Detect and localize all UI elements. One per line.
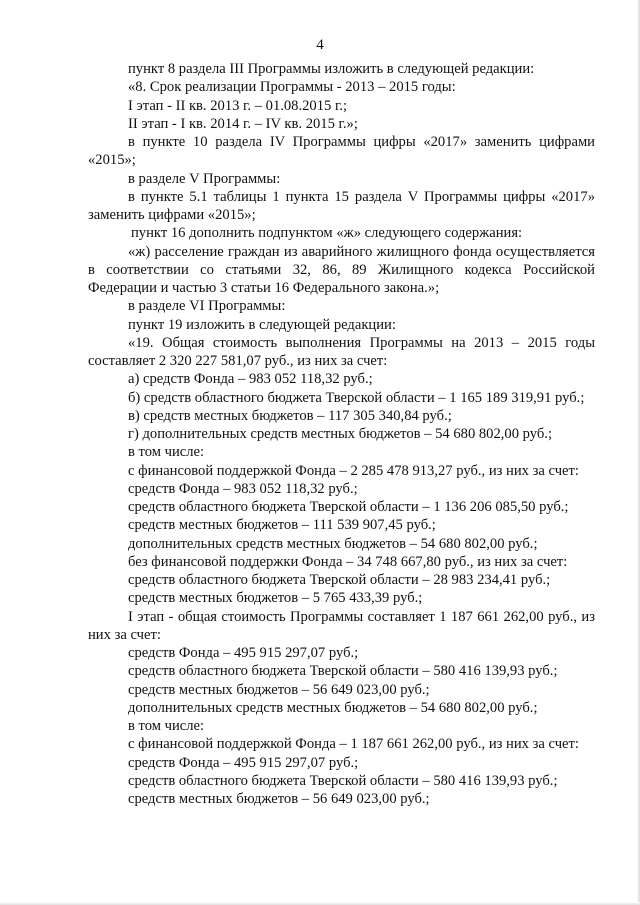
paragraph: «19. Общая стоимость выполнения Программы на 2013 – 2015 годы составляет 2 320 227 581,07 руб., из них за счет: <box>88 334 595 369</box>
document-body <box>88 60 595 808</box>
paragraph-line: в том числе: <box>128 444 205 461</box>
paragraph-line: средств Фонда – 495 915 297,07 руб.; <box>128 645 359 661</box>
paragraph-line: I этап - II кв. 2013 г. – 01.08.2015 г.; <box>128 97 348 114</box>
paragraph-line: средств Фонда – 495 915 297,07 руб.; <box>128 754 359 771</box>
paragraph: с финансовой поддержкой Фонда – 1 187 661 262,00 руб., из них за счет: <box>128 736 579 753</box>
paragraph-line: II этап - I кв. 2014 г. – IV кв. 2015 г.»; <box>128 115 358 132</box>
paragraph-line: г) дополнительных средств местных бюджетов – 54 680 802,00 руб.; <box>128 426 553 442</box>
paragraph: в пункте 10 раздела IV Программы цифры «2017» заменить цифрами «2015»; <box>88 134 595 169</box>
paragraph: «ж) расселение граждан из аварийного жилищного фонда осуществляется в соответствии со статьями 32, 86, 89 Жилищного кодекса Российской Федерации и частью 3 статьи 16 Федерального закона.»; <box>88 243 595 296</box>
paragraph-line: средств местных бюджетов – 5 765 433,39 руб.; <box>128 590 423 607</box>
paragraph-line: средств местных бюджетов – 56 649 023,00 руб.; <box>128 681 430 698</box>
paragraph-line: дополнительных средств местных бюджетов – 54 680 802,00 руб.; <box>128 699 538 716</box>
paragraph-line: средств местных бюджетов – 56 649 023,00 руб.; <box>128 791 430 807</box>
paragraph-line: пункт 16 дополнить подпунктом «ж» следующего содержания: <box>131 225 523 242</box>
paragraph: с финансовой поддержкой Фонда – 2 285 478 913,27 руб., из них за счет: <box>128 462 579 479</box>
paragraph-line: в разделе V Программы: <box>128 170 281 187</box>
paragraph: в пункте 5.1 таблицы 1 пункта 15 раздела V Программы цифры «2017» заменить цифрами «2015»; <box>88 188 595 223</box>
paragraph-line: в) средств местных бюджетов – 117 305 340,84 руб.; <box>128 407 452 424</box>
paragraph: I этап - общая стоимость Программы составляет 1 187 661 262,00 руб., из них за счет: <box>88 608 595 643</box>
paragraph-line: пункт 19 изложить в следующей редакции: <box>128 316 396 333</box>
paragraph-line: пункт 8 раздела III Программы изложить в следующей редакции: <box>128 61 535 77</box>
paragraph-line: дополнительных средств местных бюджетов – 54 680 802,00 руб.; <box>128 535 538 552</box>
paragraph-line: средств областного бюджета Тверской области – 28 983 234,41 руб.; <box>128 572 551 588</box>
paragraph-line: средств областного бюджета Тверской области – 580 416 139,93 руб.; <box>128 772 558 789</box>
paragraph-line: средств областного бюджета Тверской области – 580 416 139,93 руб.; <box>128 663 558 680</box>
paragraph-line: средств местных бюджетов – 111 539 907,45 руб.; <box>128 517 436 534</box>
paragraph-line: в разделе VI Программы: <box>128 298 286 315</box>
paragraph-line: без финансовой поддержки Фонда – 34 748 667,80 руб., из них за счет: <box>128 553 568 570</box>
paragraph: средств областного бюджета Тверской области – 1 136 206 085,50 руб.; <box>128 499 569 515</box>
paragraph: б) средств областного бюджета Тверской области – 1 165 189 319,91 руб.; <box>128 389 585 406</box>
page-number: 4 <box>316 37 324 53</box>
paragraph-line: средств Фонда – 983 052 118,32 руб.; <box>128 480 358 497</box>
paragraph-line: «8. Срок реализации Программы - 2013 – 2015 годы: <box>128 79 456 96</box>
paragraph-line: в том числе: <box>128 718 205 734</box>
paragraph-line: а) средств Фонда – 983 052 118,32 руб.; <box>128 371 373 388</box>
